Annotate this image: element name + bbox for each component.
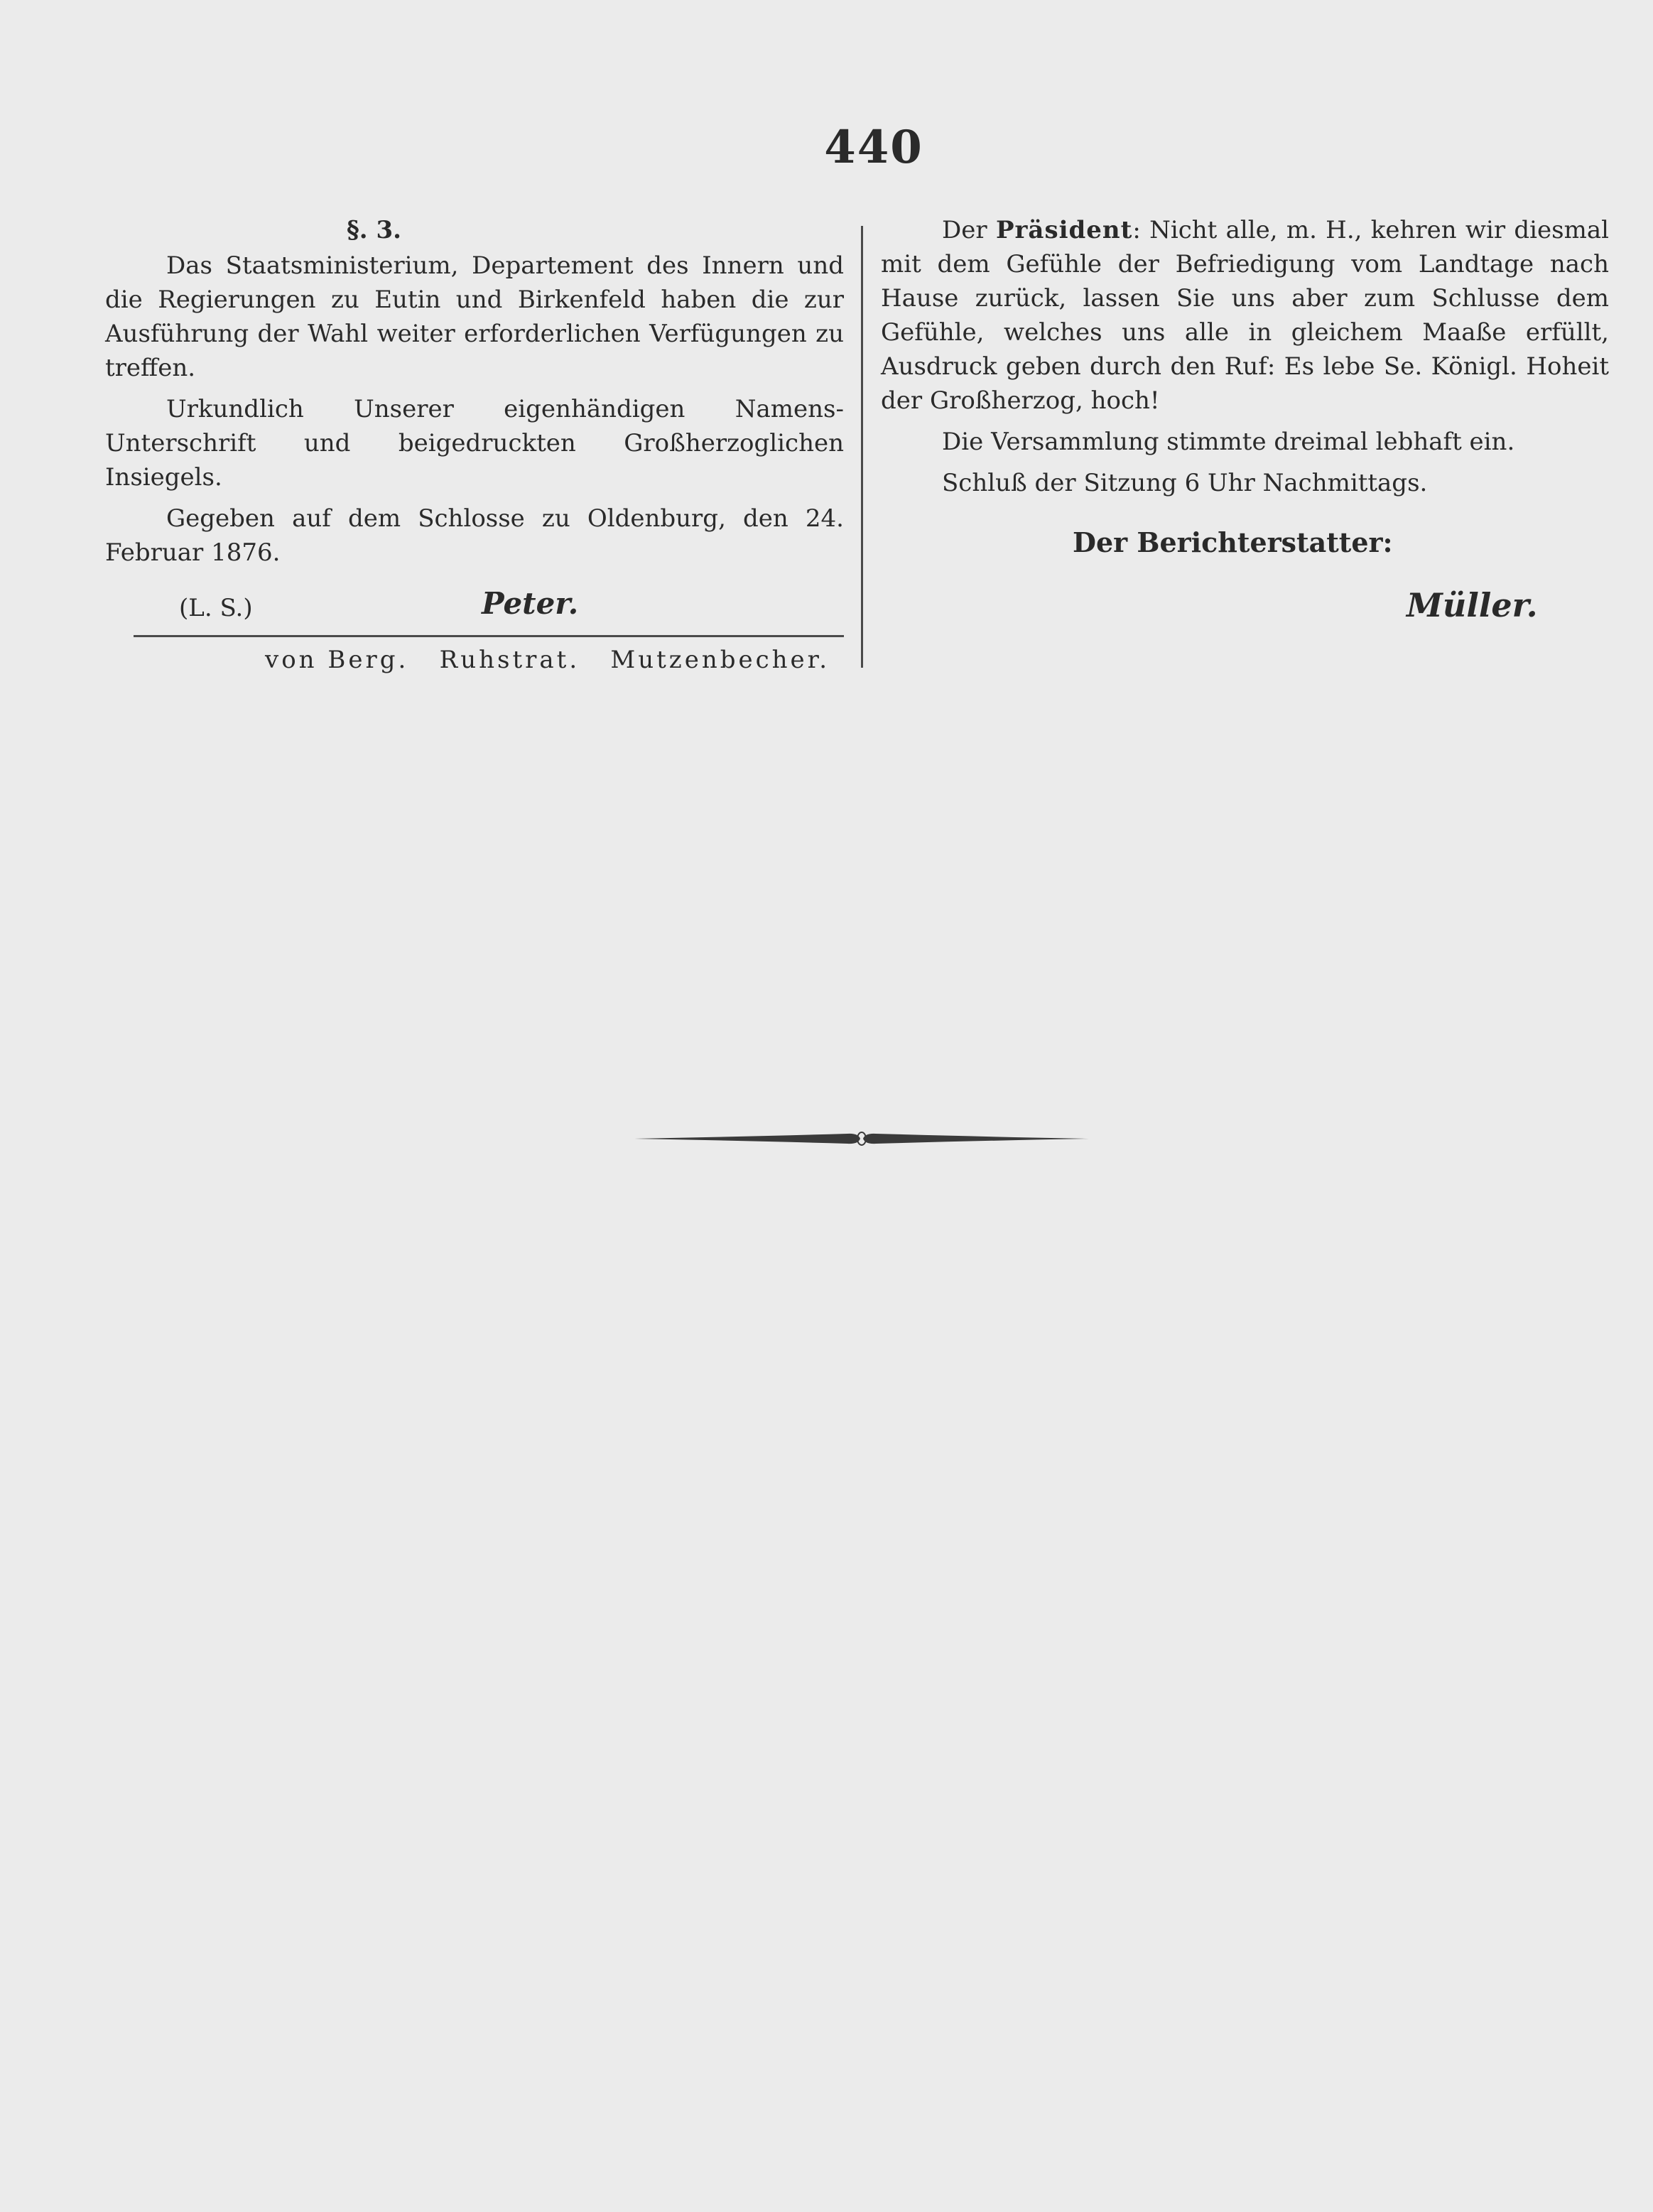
seal-signature-row [105,587,844,629]
page-number: 440 [824,121,923,174]
column-divider [861,226,863,668]
speech-paragraph [881,213,1609,418]
paragraph: Schluß der Sitzung 6 Uhr Nachmittags. [942,469,1428,497]
seal-mark: (L. S.) [179,594,253,622]
countersignature: Ruhstrat. [439,646,580,674]
signature-rule [134,635,844,637]
signature: Peter. [482,586,579,621]
reporter-label: Der Berichterstatter: [1073,526,1393,558]
paragraph: Urkundlich Unserer eigenhändigen Namens-Unterschrift und beigedruckten Großherzoglichen Insiegels. [105,395,844,492]
left-column [105,213,844,677]
reporter-name: Müller. [1407,586,1538,624]
speaker-name: Präsident [995,216,1133,244]
closing-ornament [634,1128,1089,1149]
section-heading: §. 3. [347,216,401,244]
paragraph: Gegeben auf dem Schlosse zu Oldenburg, den 24. Februar 1876. [105,504,844,567]
paragraph: Das Staatsministerium, Departement des Innern und die Regierungen zu Eutin und Birkenfeld haben die zur Ausführung der Wahl weiter erforderlichen Verfügungen zu treffen. [105,251,844,382]
countersignature: Mutzenbecher. [610,646,830,674]
countersignature: von Berg. [265,646,409,674]
countersignatures [105,643,844,677]
right-column [881,213,1609,622]
speech-text: : Nicht alle, m. H., kehren wir diesmal mit dem Gefühle der Befriedigung vom Landtage nach Hause zurück, lassen Sie uns aber zum Schlusse dem Gefühle, welches uns alle in gleichem Maaße erfüllt, Ausdruck geben durch den Ruf: Es lebe Se. Königl. Hoheit der Großherzog, hoch! [881,216,1610,415]
paragraph: Die Versammlung stimmte dreimal lebhaft ein. [942,428,1515,456]
speaker-prefix: Der [942,216,987,244]
